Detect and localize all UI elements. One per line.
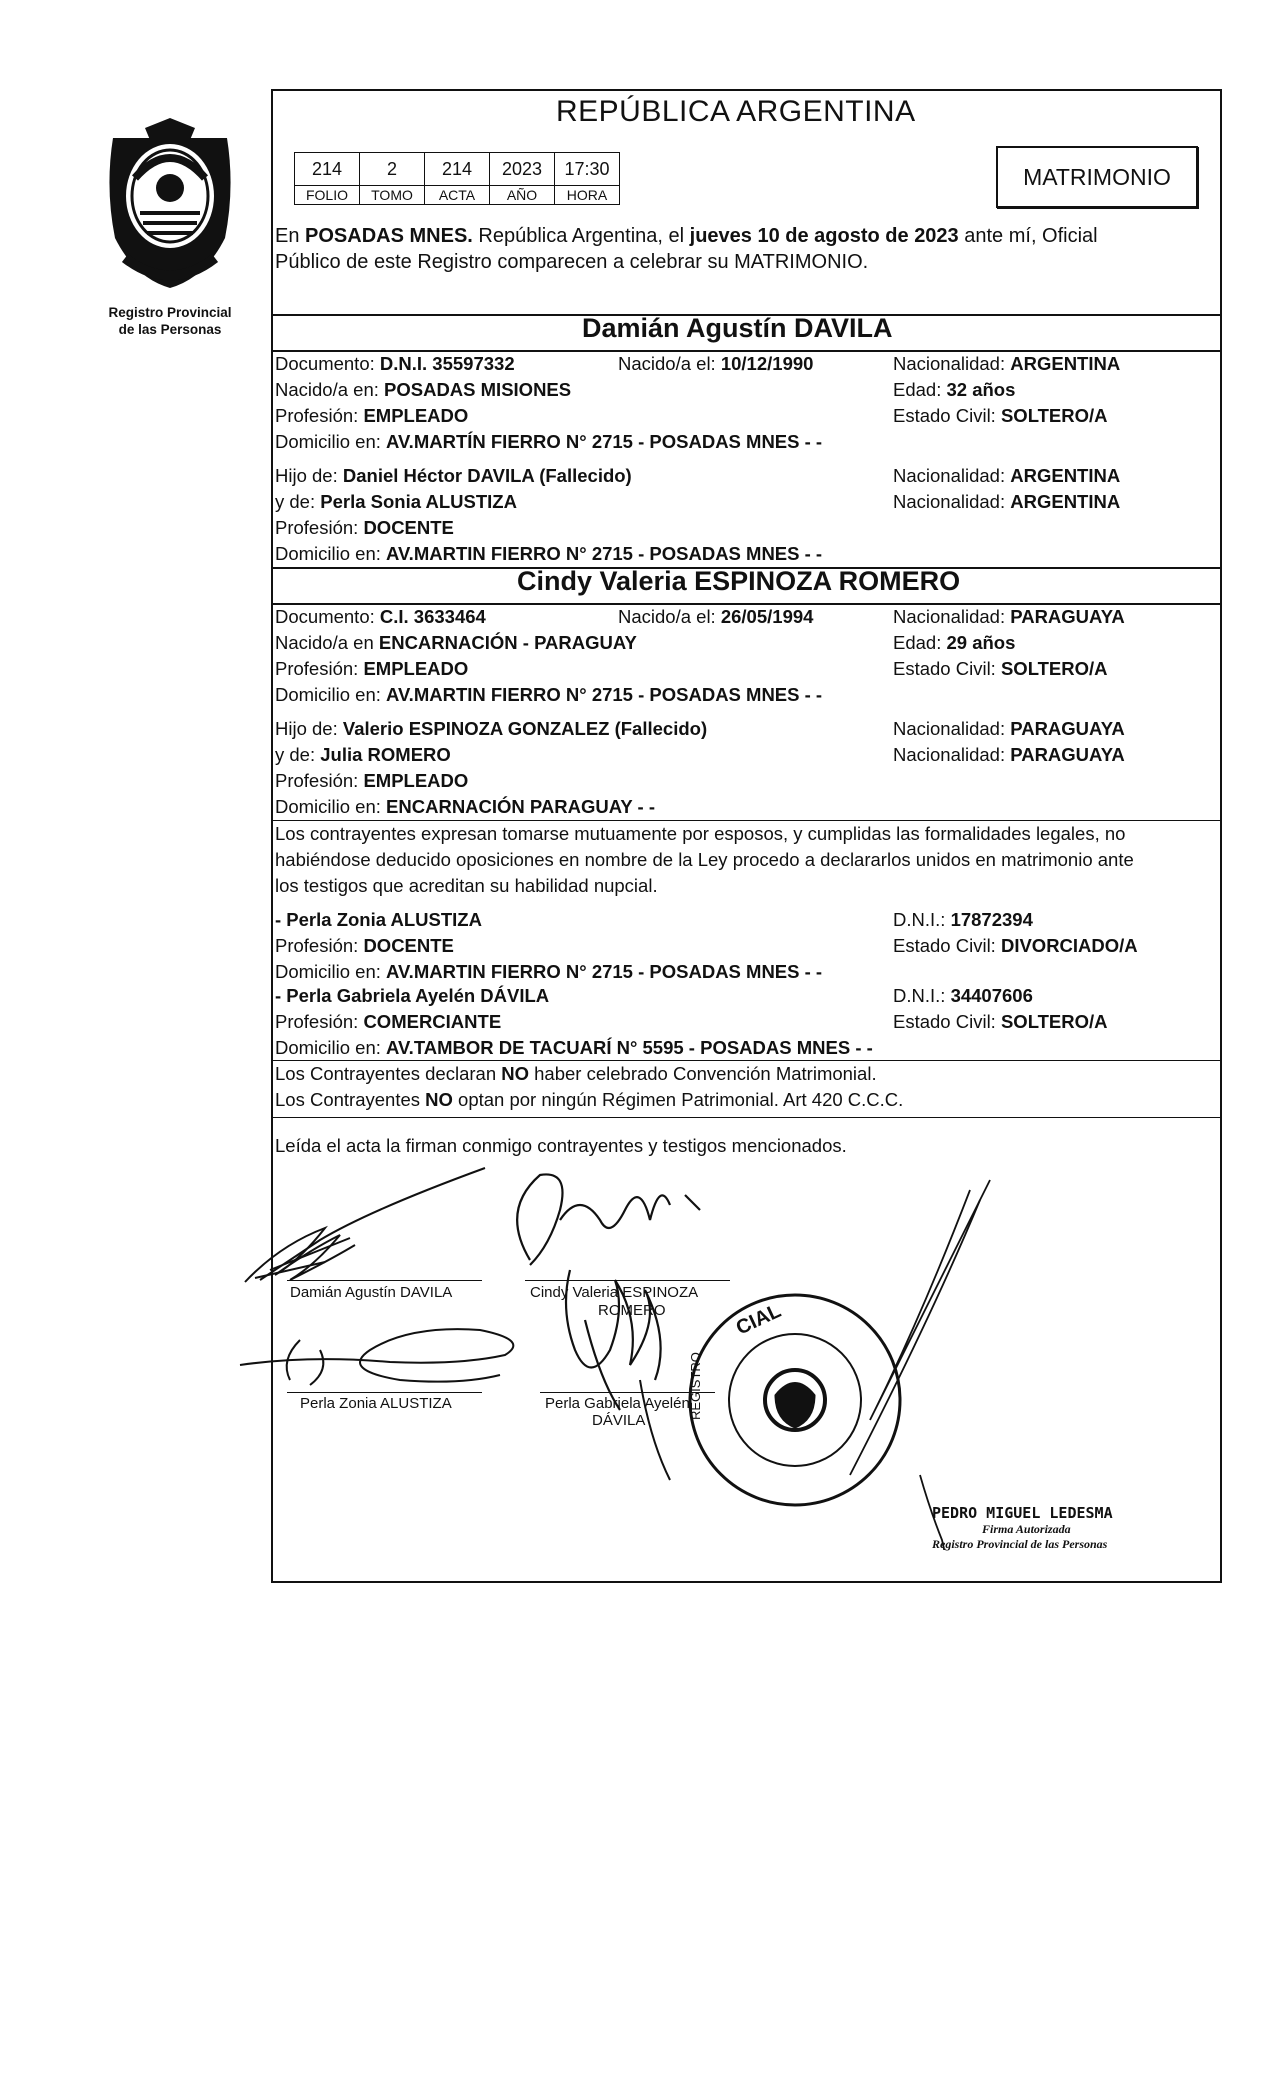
witness2-civil-status: Estado Civil: SOLTERO/A: [893, 1011, 1108, 1032]
bride-profession: Profesión: EMPLEADO: [275, 658, 469, 679]
signatures-drawing: [230, 1150, 1130, 1550]
declaration-line3: los testigos que acreditan su habilidad nupcial.: [275, 875, 658, 896]
bride-parent-address: Domicilio en: ENCARNACIÓN PARAGUAY - -: [275, 796, 656, 817]
seal-caption-line2: de las Personas: [118, 322, 222, 337]
bride-father: Hijo de: Valerio ESPINOZA GONZALEZ (Fallecido): [275, 718, 708, 739]
witness1-name: - Perla Zonia ALUSTIZA: [275, 909, 482, 930]
witness2-address: Domicilio en: AV.TAMBOR DE TACUARÍ N° 5595 - POSADAS MNES - -: [275, 1037, 873, 1058]
groom-father: Hijo de: Daniel Héctor DAVILA (Fallecido): [275, 465, 632, 486]
time-value: 17:30: [555, 153, 620, 186]
registry-reference-table: [294, 152, 620, 205]
groom-parent-address: Domicilio en: AV.MARTIN FIERRO N° 2715 - POSADAS MNES - -: [275, 543, 823, 564]
groom-signature-icon: [245, 1168, 485, 1282]
declaration-line1: Los contrayentes expresan tomarse mutuamente por esposos, y cumplidas las formalidades legales, no: [275, 823, 1126, 844]
intro-line1: En POSADAS MNES. República Argentina, el jueves 10 de agosto de 2023 ante mí, Oficial: [275, 225, 1098, 247]
bride-address: Domicilio en: AV.MARTIN FIERRO N° 2715 - POSADAS MNES - -: [275, 684, 823, 705]
folio-label: FOLIO: [295, 186, 360, 205]
groom-father-nationality: Nacionalidad: ARGENTINA: [893, 465, 1121, 486]
convention-line1: Los Contrayentes declaran NO haber celebrado Convención Matrimonial.: [275, 1063, 877, 1084]
tomo-label: TOMO: [360, 186, 425, 205]
acta-label: ACTA: [425, 186, 490, 205]
witness2-profession: Profesión: COMERCIANTE: [275, 1011, 502, 1032]
official-signature-icon: [850, 1180, 990, 1550]
time-label: HORA: [555, 186, 620, 205]
groom-parent-profession: Profesión: DOCENTE: [275, 517, 454, 538]
witness1-profession: Profesión: DOCENTE: [275, 935, 454, 956]
witness1-signature-label: Perla Zonia ALUSTIZA: [300, 1395, 452, 1412]
groom-name: Damián Agustín DAVILA: [582, 313, 893, 343]
witness2-signature-label-line2: DÁVILA: [592, 1412, 646, 1429]
seal-caption-line1: Registro Provincial: [108, 305, 232, 320]
groom-signature-label: Damián Agustín DAVILA: [290, 1284, 453, 1301]
acta-value: 214: [425, 153, 490, 186]
year-value: 2023: [490, 153, 555, 186]
witness1-dni: D.N.I.: 17872394: [893, 909, 1033, 930]
groom-profession: Profesión: EMPLEADO: [275, 405, 469, 426]
convention-line2: Los Contrayentes NO optan por ningún Régimen Patrimonial. Art 420 C.C.C.: [275, 1089, 904, 1110]
bride-father-nationality: Nacionalidad: PARAGUAYA: [893, 718, 1125, 739]
bride-civil-status: Estado Civil: SOLTERO/A: [893, 658, 1108, 679]
bride-signature-label-line2: ROMERO: [598, 1302, 666, 1319]
bride-document: Documento: C.I. 3633464: [275, 606, 486, 627]
declaration-line2: habiéndose deducido oposiciones en nombre de la Ley procedo a declararlos unidos en matrimonio ante: [275, 849, 1134, 870]
registry-seal: [95, 118, 245, 338]
record-type-box: MATRIMONIO: [996, 146, 1198, 208]
bride-name: Cindy Valeria ESPINOZA ROMERO: [517, 566, 961, 596]
groom-birth-place: Nacido/a en: POSADAS MISIONES: [275, 379, 572, 400]
bride-nationality: Nacionalidad: PARAGUAYA: [893, 606, 1125, 627]
country-title: REPÚBLICA ARGENTINA: [556, 95, 916, 128]
witness1-signature-icon: [240, 1329, 513, 1385]
official-signature-block: [932, 1504, 1113, 1552]
bride-mother-nationality: Nacionalidad: PARAGUAYA: [893, 744, 1125, 765]
groom-address: Domicilio en: AV.MARTÍN FIERRO N° 2715 - POSADAS MNES - -: [275, 431, 823, 452]
bride-parent-profession: Profesión: EMPLEADO: [275, 770, 469, 791]
groom-mother-nationality: Nacionalidad: ARGENTINA: [893, 491, 1121, 512]
witness2-signature-label-line1: Perla Gabriela Ayelén: [545, 1395, 690, 1412]
witness2-dni: D.N.I.: 34407606: [893, 985, 1033, 1006]
bride-mother: y de: Julia ROMERO: [275, 744, 451, 765]
closing-statement: Leída el acta la firman conmigo contrayentes y testigos mencionados.: [275, 1135, 847, 1156]
witness1-address: Domicilio en: AV.MARTIN FIERRO N° 2715 - POSADAS MNES - -: [275, 961, 823, 982]
bride-birth-place: Nacido/a en ENCARNACIÓN - PARAGUAY: [275, 632, 637, 653]
tomo-value: 2: [360, 153, 425, 186]
bride-birth-date: Nacido/a el: 26/05/1994: [618, 606, 814, 627]
groom-birth-date: Nacido/a el: 10/12/1990: [618, 353, 814, 374]
registry-stamp-icon: [688, 1295, 900, 1505]
groom-document: Documento: D.N.I. 35597332: [275, 353, 515, 374]
groom-mother: y de: Perla Sonia ALUSTIZA: [275, 491, 517, 512]
svg-text:CIAL: CIAL: [732, 1299, 785, 1340]
bride-age: Edad: 29 años: [893, 632, 1016, 653]
groom-nationality: Nacionalidad: ARGENTINA: [893, 353, 1121, 374]
bride-signature-label-line1: Cindy Valeria ESPINOZA: [530, 1284, 699, 1301]
official-name: PEDRO MIGUEL LEDESMA: [932, 1504, 1113, 1522]
witness2-name: - Perla Gabriela Ayelén DÁVILA: [275, 985, 550, 1006]
folio-value: 214: [295, 153, 360, 186]
official-line2: Firma Autorizada: [982, 1522, 1071, 1536]
svg-text:REGISTRO: REGISTRO: [688, 1352, 703, 1420]
groom-age: Edad: 32 años: [893, 379, 1016, 400]
groom-civil-status: Estado Civil: SOLTERO/A: [893, 405, 1108, 426]
official-line3: Registro Provincial de las Personas: [932, 1537, 1108, 1551]
witness1-civil-status: Estado Civil: DIVORCIADO/A: [893, 935, 1138, 956]
year-label: AÑO: [490, 186, 555, 205]
misiones-coat-of-arms-icon: [95, 118, 245, 298]
intro-line2: Público de este Registro comparecen a celebrar su MATRIMONIO.: [275, 251, 869, 273]
